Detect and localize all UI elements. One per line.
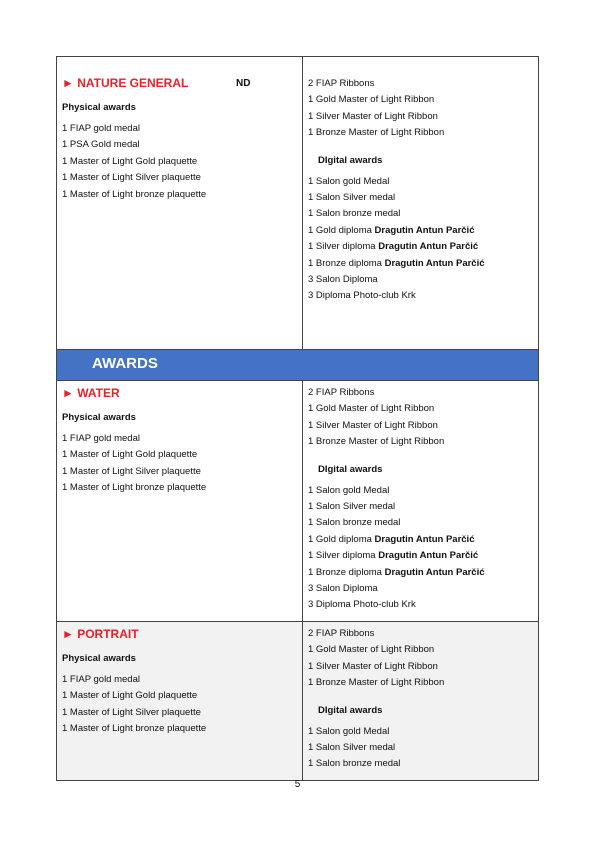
portrait-physical-label: Physical awards <box>62 653 136 664</box>
list-item: 1 Silver diploma Dragutin Antun Parčić <box>308 241 479 253</box>
water-digital-label: DIgital awards <box>318 463 383 475</box>
list-item: 1 Silver Master of Light Ribbon <box>308 110 438 122</box>
portrait-physical-list <box>62 672 297 738</box>
list-item: 1 Salon gold Medal <box>308 175 390 187</box>
list-item: 2 FIAP Ribbons <box>308 78 375 89</box>
list-item: 3 Diploma Photo-club Krk <box>308 290 416 302</box>
water-physical-label: Physical awards <box>62 412 136 423</box>
page-number: 5 <box>294 779 301 790</box>
list-item: 1 Master of Light Gold plaquette <box>62 690 198 702</box>
portrait-digital-list <box>308 724 533 773</box>
list-item: 1 Master of Light Gold plaquette <box>62 449 198 461</box>
list-item: 3 Salon Diploma <box>308 583 378 595</box>
list-item: 1 Gold Master of Light Ribbon <box>308 644 435 656</box>
list-item: 1 Salon gold Medal <box>308 484 390 496</box>
portrait-title: ► PORTRAIT <box>62 627 139 641</box>
nature-ribbons-list <box>308 76 533 142</box>
list-item: 1 Bronze diploma Dragutin Antun Parčić <box>308 566 485 578</box>
list-item: 1 Salon Silver medal <box>308 501 396 513</box>
water-digital-cell <box>303 381 538 621</box>
portrait-row <box>56 622 539 781</box>
list-item: 1 Master of Light Silver plaquette <box>62 706 201 718</box>
list-item: 1 Salon bronze medal <box>308 517 401 529</box>
awards-table <box>56 56 539 781</box>
list-item: 1 Silver diploma Dragutin Antun Parčić <box>308 550 479 562</box>
nature-row <box>56 56 539 350</box>
nature-digital-cell <box>303 57 538 349</box>
nature-title: ► NATURE GENERAL <box>62 76 189 90</box>
portrait-ribbons-list <box>308 626 533 692</box>
nature-tag: ND <box>236 78 251 89</box>
list-item: 1 Master of Light bronze plaquette <box>62 188 207 200</box>
list-item: 1 FIAP gold medal <box>62 123 140 134</box>
list-item: 1 Salon Silver medal <box>308 192 396 204</box>
list-item: 3 Diploma Photo-club Krk <box>308 599 416 611</box>
list-item: 3 Salon Diploma <box>308 274 378 286</box>
list-item: 1 Silver Master of Light Ribbon <box>308 419 438 431</box>
nature-digital-list <box>308 174 533 305</box>
list-item: 1 FIAP gold medal <box>62 674 140 685</box>
nature-digital-label: DIgital awards <box>318 154 383 166</box>
awards-heading-band <box>56 350 539 381</box>
list-item: 1 Master of Light Silver plaquette <box>62 172 201 184</box>
water-title: ► WATER <box>62 386 120 400</box>
nature-physical-label: Physical awards <box>62 102 136 113</box>
portrait-digital-label: DIgital awards <box>318 704 383 716</box>
list-item: 1 Gold Master of Light Ribbon <box>308 403 435 415</box>
portrait-digital-cell <box>303 622 538 780</box>
water-physical-list <box>62 431 297 497</box>
list-item: 1 Gold diploma Dragutin Antun Parčić <box>308 533 475 545</box>
list-item: 1 Bronze Master of Light Ribbon <box>308 127 445 139</box>
list-item: 1 Bronze Master of Light Ribbon <box>308 677 445 689</box>
list-item: 1 Salon bronze medal <box>308 208 401 220</box>
list-item: 1 Bronze diploma Dragutin Antun Parčić <box>308 257 485 269</box>
list-item: 1 Bronze Master of Light Ribbon <box>308 436 445 448</box>
list-item: 1 Master of Light bronze plaquette <box>62 723 207 735</box>
list-item: 1 Master of Light Gold plaquette <box>62 155 198 167</box>
list-item: 1 Gold Master of Light Ribbon <box>308 94 435 106</box>
list-item: 1 Gold diploma Dragutin Antun Parčić <box>308 224 475 236</box>
list-item: 1 FIAP gold medal <box>62 433 140 444</box>
list-item: 1 Salon Silver medal <box>308 742 396 754</box>
list-item: 2 FIAP Ribbons <box>308 628 375 639</box>
list-item: 1 Master of Light bronze plaquette <box>62 482 207 494</box>
water-physical-cell <box>57 381 303 621</box>
water-ribbons-list <box>308 385 533 451</box>
list-item: 1 Silver Master of Light Ribbon <box>308 660 438 672</box>
portrait-physical-cell <box>57 622 303 780</box>
list-item: 1 PSA Gold medal <box>62 139 140 151</box>
water-digital-list <box>308 483 533 614</box>
list-item: 1 Salon gold Medal <box>308 725 390 737</box>
list-item: 2 FIAP Ribbons <box>308 387 375 398</box>
list-item: 1 Salon bronze medal <box>308 758 401 770</box>
list-item: 1 Master of Light Silver plaquette <box>62 465 201 477</box>
awards-heading: AWARDS <box>92 355 158 372</box>
nature-physical-cell <box>57 57 303 349</box>
water-row <box>56 381 539 622</box>
nature-physical-list <box>62 121 297 203</box>
